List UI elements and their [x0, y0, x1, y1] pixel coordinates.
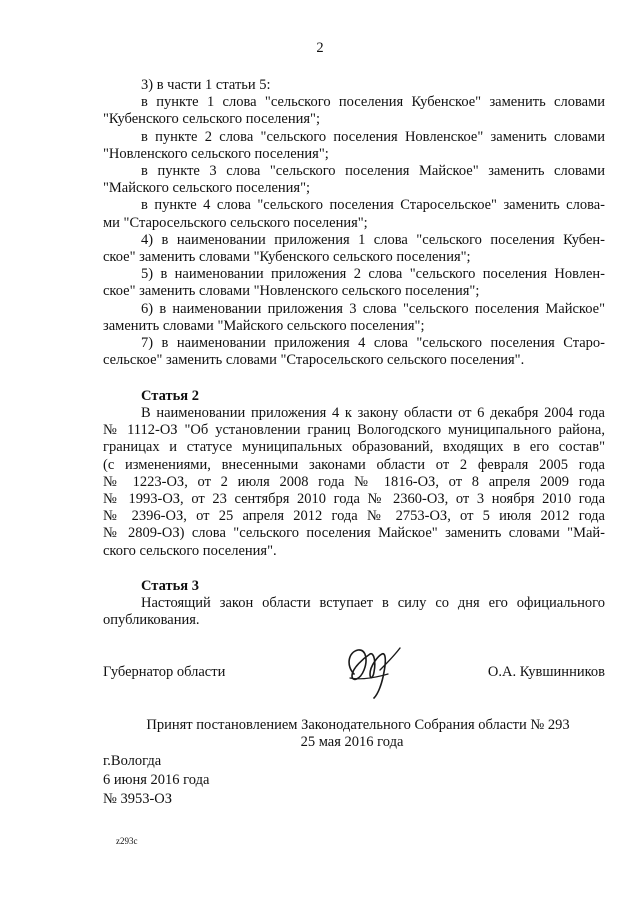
article-3-line: Настоящий закон области вступает в силу со дня его официального [141, 595, 605, 611]
article-2-line: В наименовании приложения 4 к закону области от 6 декабря 2004 года [141, 405, 605, 421]
amendment-line: сельское" заменить словами "Старосельского сельского поселения". [103, 352, 525, 369]
amendment-item [103, 301, 605, 335]
file-code: z293c [116, 836, 138, 846]
amendment-item [103, 232, 605, 266]
governor-title: Губернатор области [103, 664, 226, 680]
law-number: № 3953-ОЗ [103, 791, 173, 807]
amendment-line: в пункте 3 слова "сельского поселения Майское" заменить словами [141, 163, 605, 180]
article-2-line: № 2396-ОЗ, от 25 апреля 2012 года № 2753-ОЗ, от 5 июля 2012 года [103, 508, 605, 525]
amendment-line: 4) в наименовании приложения 1 слова "сельского поселения Кубен- [141, 231, 605, 248]
amendment-line: ское" заменить словами "Новленского сельского поселения"; [103, 283, 480, 300]
article-2-line: границах и статусе муниципальных образований, входящих в его состав" [103, 439, 605, 456]
article-3-title: Статья 3 [141, 578, 199, 594]
amendment-line: 6) в наименовании приложения 3 слова "сельского поселения Майское" [141, 300, 605, 317]
adoption-resolution: Принят постановлением Законодательного Собрания области № 293 [146, 717, 570, 733]
amendment-line: ми "Старосельского сельского поселения"; [103, 214, 368, 231]
amendment-line: в пункте 4 слова "сельского поселения Старосельское" заменить слова- [141, 197, 605, 214]
amendment-line: "Новленского сельского поселения"; [103, 145, 329, 162]
amendment-line: 7) в наименовании приложения 4 слова "сельского поселения Старо- [141, 335, 605, 352]
city: г.Вологда [103, 753, 162, 769]
amendment-line: 5) в наименовании приложения 2 слова "сельского поселения Новлен- [141, 266, 605, 283]
amendment-line: ское" заменить словами "Кубенского сельского поселения"; [103, 249, 471, 266]
article-2-body [103, 405, 605, 560]
article-2-line: № 1223-ОЗ, от 2 июля 2008 года № 1816-ОЗ, от 8 апреля 2009 года [103, 473, 605, 490]
signature-image [340, 640, 410, 700]
amendment-item [103, 197, 605, 231]
amendment-line: в пункте 2 слова "сельского поселения Новленское" заменить словами [141, 128, 605, 145]
adoption-date: 25 мая 2016 года [300, 734, 404, 750]
signing-date: 6 июня 2016 года [103, 772, 210, 788]
article-2-title: Статья 2 [141, 388, 199, 404]
amendment-item [103, 335, 605, 369]
amendment-item [103, 129, 605, 163]
amendment-item [103, 94, 605, 128]
article-2-line: № 1112-ОЗ "Об установлении границ Вологодского муниципального района, [103, 422, 605, 439]
amendment-list [103, 77, 605, 369]
amendment-item [103, 77, 605, 94]
amendment-line: заменить словами "Майского сельского поселения"; [103, 317, 425, 334]
article-2-line: № 2809-ОЗ) слова "сельского поселения Майское" заменить словами "Май- [103, 525, 605, 542]
amendment-line: "Кубенского сельского поселения"; [103, 111, 320, 128]
amendment-item [103, 163, 605, 197]
article-2-line: ского сельского поселения". [103, 542, 277, 559]
article-2-line: № 1993-ОЗ, от 23 сентября 2010 года № 2360-ОЗ, от 3 ноября 2010 года [103, 491, 605, 508]
page-number: 2 [316, 40, 324, 56]
amendment-line: в пункте 1 слова "сельского поселения Кубенское" заменить словами [141, 94, 605, 111]
article-3-body [103, 595, 605, 629]
amendment-line: "Майского сельского поселения"; [103, 180, 311, 197]
amendment-item [103, 266, 605, 300]
article-3-line: опубликования. [103, 612, 200, 629]
amendment-line: 3) в части 1 статьи 5: [141, 77, 271, 93]
article-2-line: (с изменениями, внесенными законами области от 2 февраля 2005 года [103, 456, 605, 473]
place-date-block [103, 752, 209, 809]
governor-name: О.А. Кувшинников [487, 664, 605, 680]
